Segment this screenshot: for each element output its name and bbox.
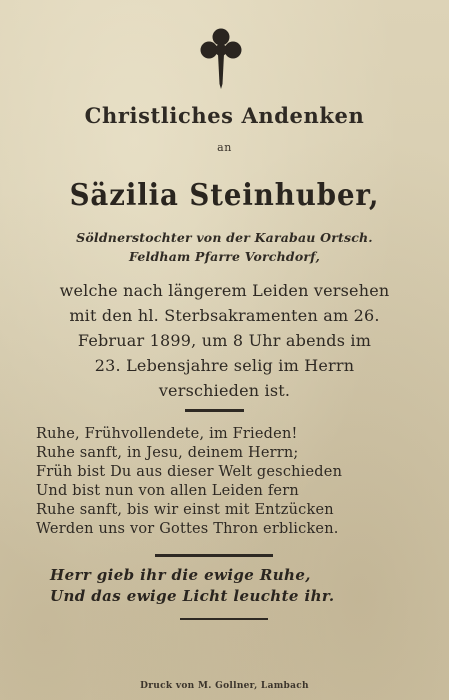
printer-credit: Druck von M. Gollner, Lambach (140, 681, 309, 691)
subtitle-line-1: Söldnerstochter von der Karabau Ortsch. (76, 230, 373, 245)
poem-line-5: Ruhe sanft, bis wir einst mit Entzücken (36, 502, 334, 518)
body-line-3: Februar 1899, um 8 Uhr abends im (77, 331, 372, 350)
poem-line-6: Werden uns vor Gottes Thron erblicken. (36, 521, 339, 537)
body-line-4: 23. Lebensjahre selig im Herrn (94, 356, 355, 375)
deceased-name: Säzilia Steinhuber, (69, 178, 380, 213)
body-line-2: mit den hl. Sterbsakramenten am 26. (69, 306, 380, 325)
divider-rule-thin (180, 618, 268, 620)
club-cross-icon (198, 26, 244, 90)
dedication-word: an (217, 141, 232, 154)
poem-line-1: Ruhe, Frühvollendete, im Frieden! (36, 426, 298, 442)
body-line-1: welche nach längerem Leiden versehen (59, 281, 390, 300)
subtitle-line-2: Feldham Pfarre Vorchdorf, (128, 249, 321, 264)
card-heading: Christliches Andenken (84, 103, 365, 128)
divider-rule (155, 554, 273, 557)
body-line-5: verschieden ist. (158, 381, 291, 400)
prayer-line-1: Herr gieb ihr die ewige Ruhe, (50, 566, 311, 584)
poem-line-2: Ruhe sanft, in Jesu, deinem Herrn; (36, 445, 299, 461)
divider-rule (185, 409, 244, 412)
poem-line-3: Früh bist Du aus dieser Welt geschieden (36, 464, 343, 480)
poem-line-4: Und bist nun von allen Leiden fern (36, 483, 299, 499)
prayer-line-2: Und das ewige Licht leuchte ihr. (50, 587, 335, 605)
